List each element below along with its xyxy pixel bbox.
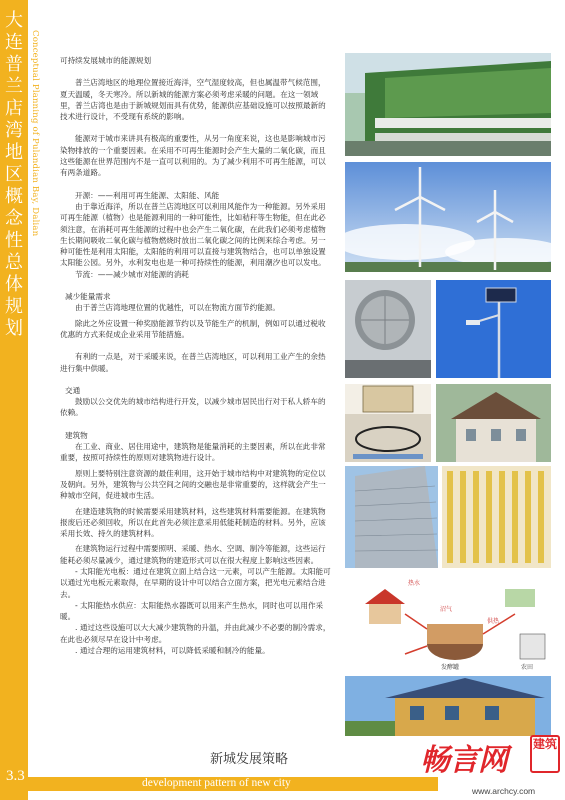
paragraph: 在工业、商业、居住用途中，建筑物是能量消耗的主要因素，所以在此非常重要，按照可持续性的原则对建筑物进行设计。 bbox=[60, 442, 326, 463]
footer-title-en: development pattern of new city bbox=[142, 777, 291, 789]
vertical-subtitle-en: Conceptual Planning of Pulandian Bay, Dalian bbox=[30, 30, 40, 237]
page-number: 3.3 bbox=[6, 768, 25, 784]
paragraph: 除此之外应设置一种奖励能源节约以及节能生产的机制，例如可以通过税收优惠的方式来促成企业采用节能措施。 bbox=[60, 318, 326, 339]
diagram-label: 农田 bbox=[521, 664, 534, 671]
diagram-label: 沼气 bbox=[440, 606, 453, 613]
wind-turbines-photo bbox=[345, 162, 551, 272]
paragraph: 能源对于城市来讲具有极高的重要性，从另一角度来说，这也是影响城市污染物排放的一个重要因素。在采用不可再生能源时会产生大量的二氧化碳，而且这些能源在世界范围内不是一直可以利用的。为了减少利用不可再生能源，可以有两条道路。 bbox=[60, 134, 326, 178]
logo-text: 畅言网 bbox=[420, 743, 507, 778]
subheading-reduce-demand: 减少能量需求 bbox=[65, 292, 111, 302]
green-facade-photo bbox=[345, 53, 551, 156]
paragraph: 鼓励以公交优先的城市结构进行开发，以减少城市居民出行对于私人轿车的依赖。 bbox=[60, 397, 326, 418]
subheading-open-source: 开源：——利用可再生能源、太阳能、风能 bbox=[75, 190, 220, 200]
solar-streetlight-photo bbox=[436, 280, 551, 378]
logo-seal: 建筑 bbox=[530, 735, 560, 773]
article-body bbox=[60, 55, 332, 656]
subheading-traffic: 交通 bbox=[65, 385, 81, 395]
paragraph: 由于普兰店湾地理位置的优越性，可以在物流方面节约能源。 bbox=[75, 303, 281, 313]
heat-storage-diagram bbox=[345, 384, 431, 462]
diagram-label: 热水 bbox=[408, 580, 421, 587]
bullet-item: - 太阳能光电板：通过在建筑立面上结合这一元素，可以产生能源。太阳能可以通过光电板元素取得，在早期的设计中可以结合立面方案，把光电元素结合进去。 bbox=[60, 566, 331, 599]
paragraph: 原则上要特别注意资源的最佳利用，这开始于城市结构中对建筑物的定位以及朝向。另外，建筑物与公共空间之间的交融也是非常重要的，这样就会产生一种城市空间，促进城市生活。 bbox=[60, 468, 326, 501]
section-heading: 可持续发展城市的能源规划 bbox=[60, 56, 152, 65]
subheading-save: 节流：——减少城市对能源的消耗 bbox=[75, 269, 189, 279]
louvre-facade-photo bbox=[442, 466, 551, 568]
biogas-cycle-diagram bbox=[345, 574, 551, 674]
paragraph: 在建造建筑物的时候需要采用建筑材料，这些建筑材料需要能源。在建筑物报废后还必须回收，所以在此首先必须注意采用低能耗制造的材料。另外，应该采用长效、持久的建筑材料。 bbox=[60, 506, 326, 539]
footer-title-cn: 新城发展策略 bbox=[210, 752, 289, 767]
diagram-label: 供热 bbox=[487, 618, 500, 625]
bullet-item: - 太阳能热水供应：太阳能热水器既可以用来产生热水，同时也可以用作采暖。 bbox=[60, 600, 324, 622]
sidebar-band bbox=[0, 0, 28, 800]
town-house-photo bbox=[436, 384, 551, 462]
subheading-buildings: 建筑物 bbox=[65, 430, 88, 440]
bullet-item: . 通过合理的运用建筑材料，可以降低采暖和制冷的能量。 bbox=[75, 646, 270, 656]
site-url[interactable]: www.archcy.com bbox=[472, 786, 536, 796]
paragraph: 由于靠近海洋，所以在普兰店湾地区可以利用风能作为一种能源。另外采用可再生能源（植物）也是能源利用的一种可能性，比如秸秆等生物能，但在此必须注意，在消耗可再生能源的过程中也会产生二氧化碳，在此我们必须考虑植物生长期间吸收二氧化碳与植物燃烧时放出二氧化碳之间的比例来综合考虑。另一种可能性是利用太阳能，太阳能的利用可以直接与建筑物结合，也可以单独设置太阳能公园。另外，水利发电也是一种可持续性的能源，利用潮汐也可以发电。 bbox=[60, 201, 326, 268]
paragraph: 在建筑物运行过程中需要照明、采暖、热水、空调、制冷等能源，这些运行能耗必须尽量减少，通过建筑物的建造形式可以在很大程度上影响这些因素。 bbox=[60, 544, 326, 565]
paragraph: 普兰店湾地区的地理位置接近海洋，空气湿度较高，但也属温带气候范围，夏天温暖，冬天寒冷。所以新城的能源方案必须考虑采暖的问题。在这一领域里，普兰店湾也是由于新城规划而具有优势，能源供应基础设施可以按照最新的技术进行设计，不受现有系统的影响。 bbox=[60, 78, 326, 122]
site-logo[interactable] bbox=[420, 735, 565, 785]
bullet-item: . 通过这些设施可以大大减少建筑物的升温，并由此减少不必要的制冷需求，在此也必须尽早在设计中考虑。 bbox=[60, 623, 331, 644]
vertical-title: 大连普兰店湾地区概念性总体规划 bbox=[5, 10, 23, 339]
glass-office-photo bbox=[345, 466, 438, 568]
paragraph: 有利的一点是，对于采暖来说，在普兰店湾地区，可以利用工业产生的余热进行集中供暖。 bbox=[60, 352, 326, 373]
solar-house-photo bbox=[345, 676, 551, 736]
diagram-label: 发酵罐 bbox=[441, 664, 460, 671]
solar-dish-photo bbox=[345, 280, 431, 378]
